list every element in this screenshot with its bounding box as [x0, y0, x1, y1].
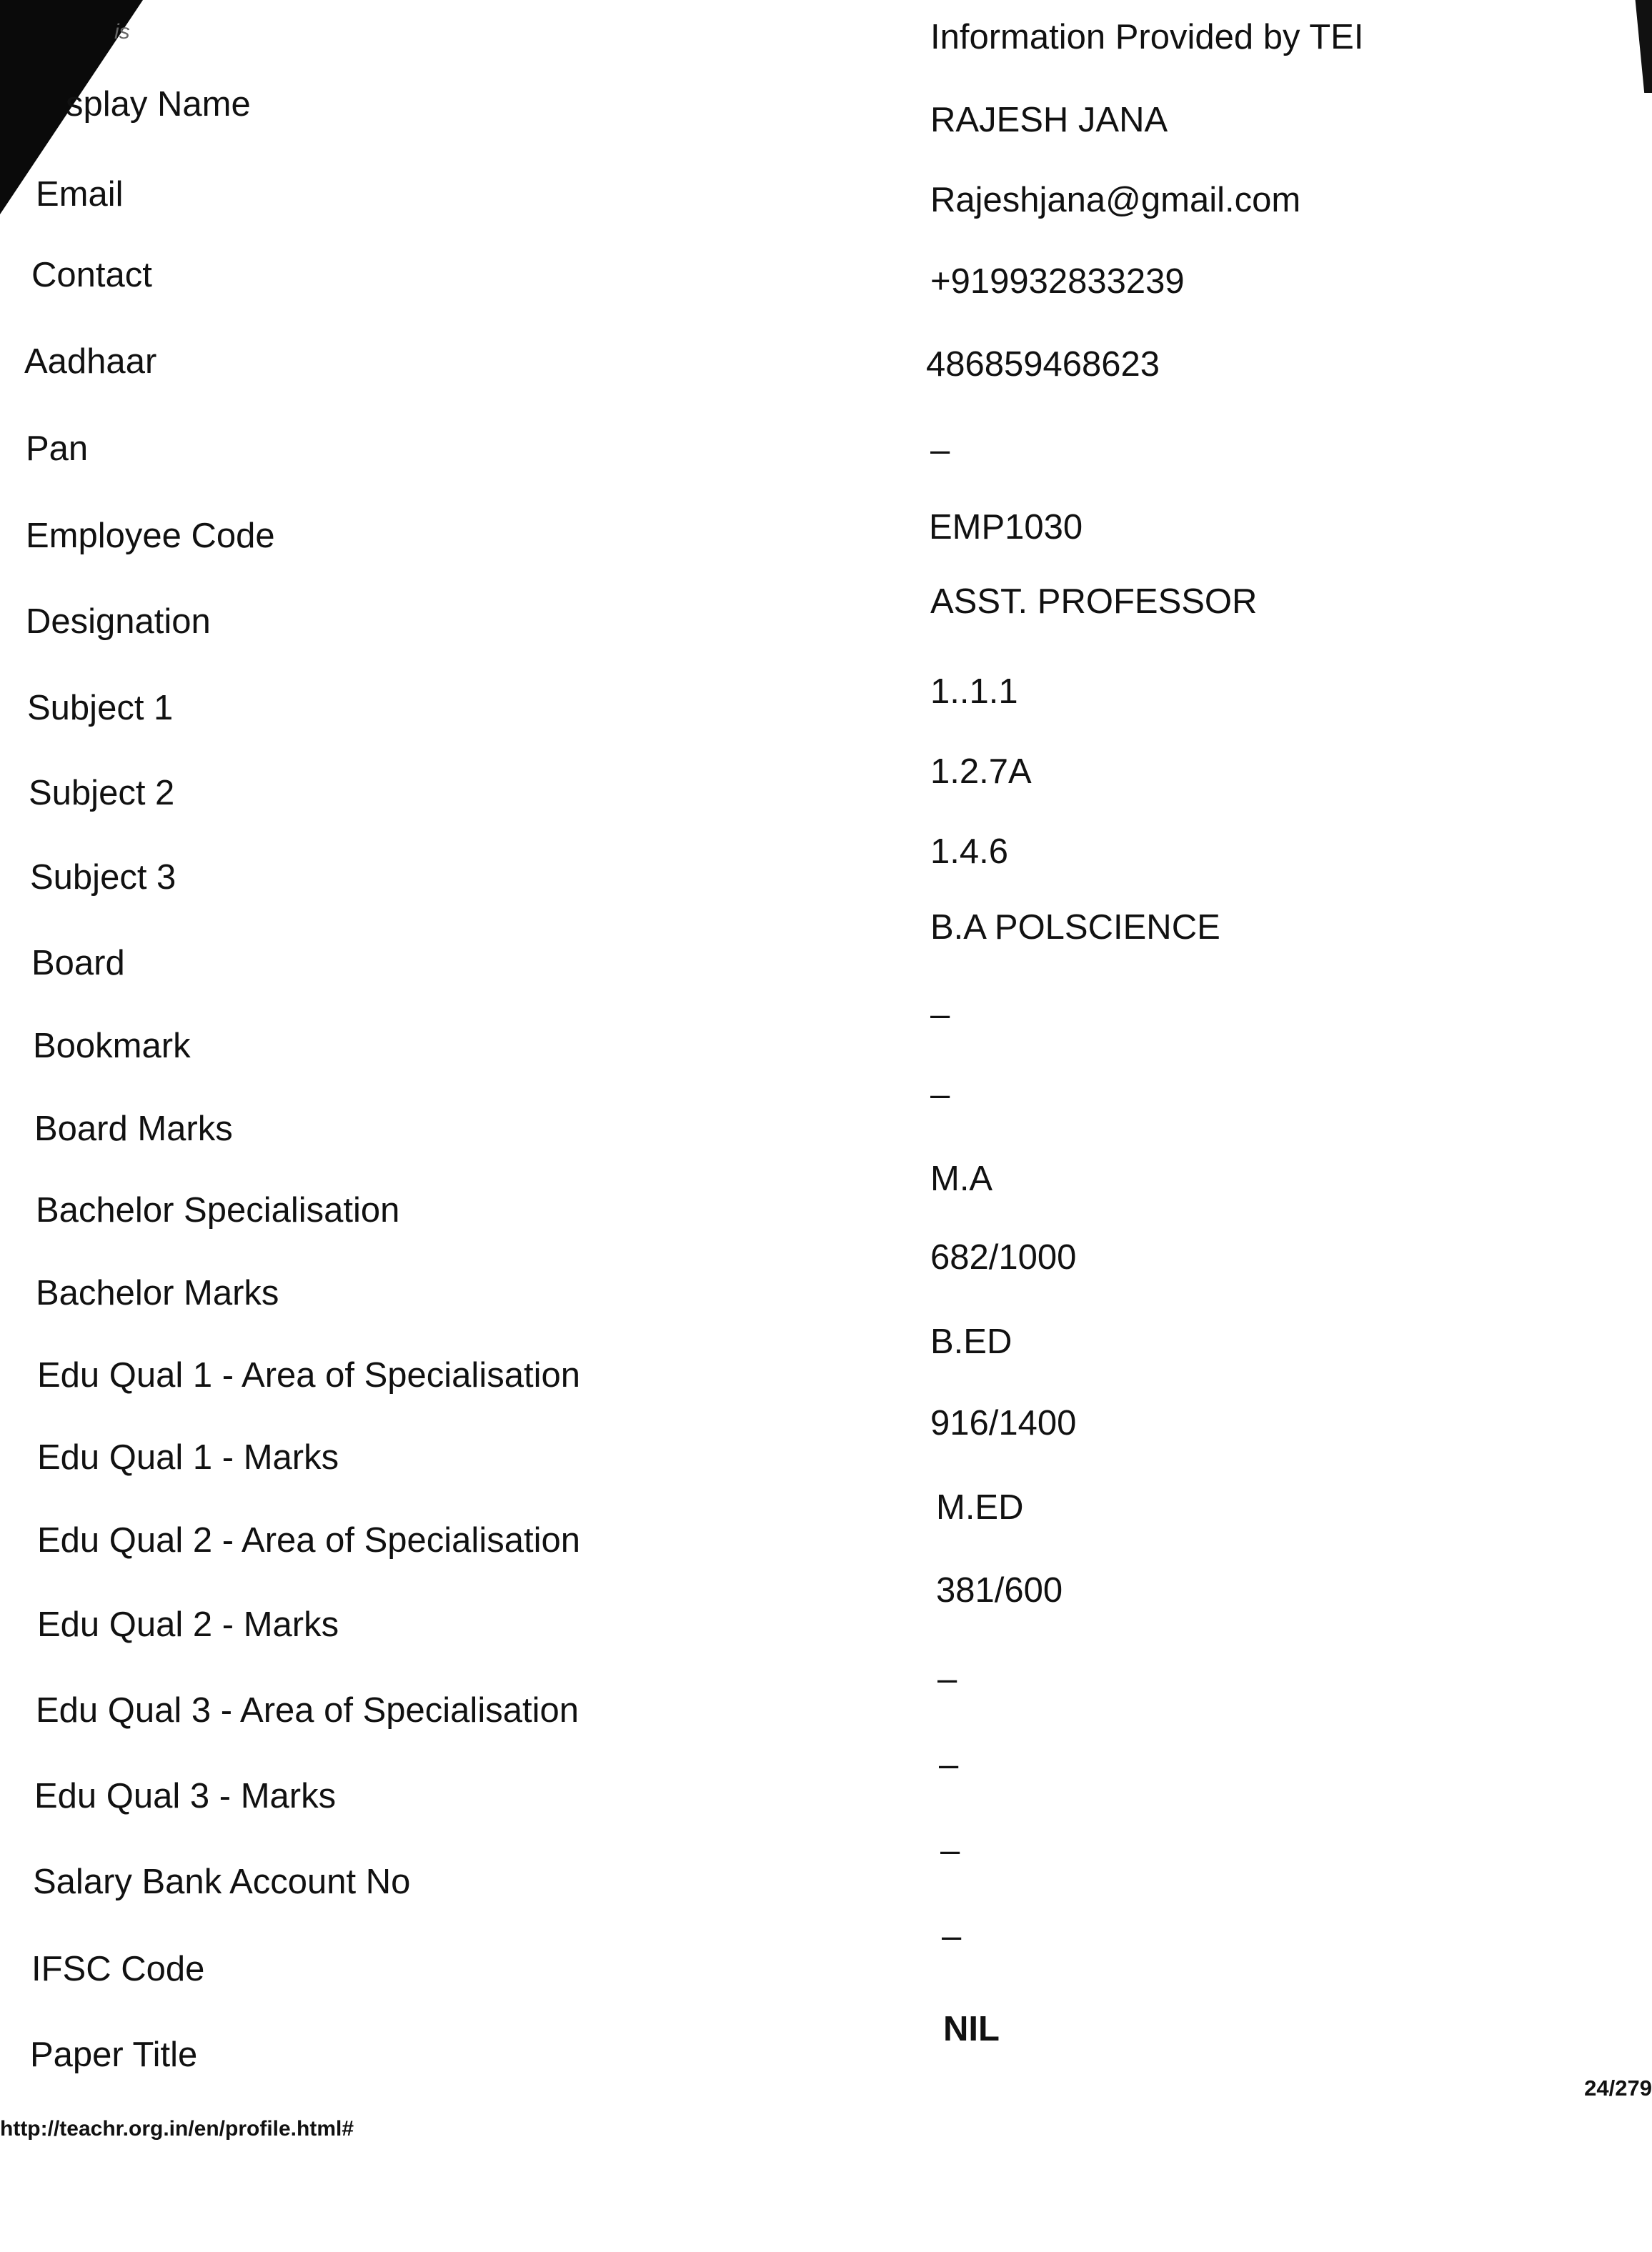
value-aadhaar: 486859468623	[926, 345, 1160, 384]
label-edu-qual-2-marks: Edu Qual 2 - Marks	[37, 1605, 339, 1644]
label-subject-1: Subject 1	[27, 689, 174, 727]
value-edu-qual-2-area: M.ED	[936, 1488, 1024, 1527]
label-designation: Designation	[26, 602, 211, 641]
value-contact: +919932833239	[930, 262, 1185, 301]
value-paper-title: NIL	[943, 2010, 1000, 2048]
label-ifsc-code: IFSC Code	[31, 1950, 205, 1988]
label-paper-title: Paper Title	[30, 2036, 198, 2074]
label-employee-code: Employee Code	[26, 517, 275, 555]
value-edu-qual-1-area: B.ED	[930, 1322, 1012, 1361]
value-employee-code: EMP1030	[929, 508, 1083, 547]
label-bachelor-specialisation: Bachelor Specialisation	[36, 1191, 400, 1230]
value-board: B.A POLSCIENCE	[930, 908, 1220, 947]
value-display-name: RAJESH JANA	[930, 101, 1168, 139]
value-salary-bank-account: –	[940, 1831, 960, 1870]
footer-url[interactable]: http://teachr.org.in/en/profile.html#	[0, 2117, 354, 2141]
label-subject-3: Subject 3	[30, 858, 176, 897]
label-board: Board	[31, 944, 125, 982]
value-bachelor-specialisation: M.A	[930, 1160, 993, 1198]
value-email: Rajeshjana@gmail.com	[930, 181, 1301, 219]
header-left-fragment: is	[114, 20, 130, 44]
value-edu-qual-3-marks: –	[939, 1745, 959, 1784]
label-edu-qual-1-area: Edu Qual 1 - Area of Specialisation	[37, 1356, 580, 1395]
label-salary-bank-account: Salary Bank Account No	[33, 1863, 411, 1901]
label-aadhaar: Aadhaar	[24, 342, 157, 381]
label-bookmark: Bookmark	[33, 1027, 191, 1065]
info-provider-title: Information Provided by TEI	[930, 18, 1364, 56]
label-email: Email	[36, 175, 124, 214]
page-number: 24/279	[1584, 2076, 1652, 2101]
value-board-marks: –	[930, 1075, 950, 1114]
value-edu-qual-2-marks: 381/600	[936, 1571, 1063, 1610]
label-edu-qual-3-area: Edu Qual 3 - Area of Specialisation	[36, 1691, 579, 1730]
label-board-marks: Board Marks	[34, 1110, 233, 1148]
label-contact: Contact	[31, 256, 152, 294]
label-edu-qual-2-area: Edu Qual 2 - Area of Specialisation	[37, 1521, 580, 1560]
value-edu-qual-3-area: –	[937, 1660, 957, 1698]
value-subject-2: 1.2.7A	[930, 752, 1032, 791]
label-edu-qual-1-marks: Edu Qual 1 - Marks	[37, 1438, 339, 1477]
value-designation: ASST. PROFESSOR	[930, 582, 1258, 621]
label-display-name: splay Name	[66, 85, 251, 124]
value-pan: –	[930, 431, 950, 469]
value-subject-3: 1.4.6	[930, 832, 1008, 871]
value-bachelor-marks: 682/1000	[930, 1238, 1077, 1277]
value-subject-1: 1..1.1	[930, 672, 1018, 711]
page-edge-shadow	[1626, 0, 1652, 93]
value-ifsc-code: –	[942, 1917, 962, 1955]
label-pan: Pan	[26, 429, 89, 468]
value-edu-qual-1-marks: 916/1400	[930, 1404, 1077, 1443]
label-bachelor-marks: Bachelor Marks	[36, 1274, 279, 1312]
label-subject-2: Subject 2	[29, 774, 175, 812]
label-edu-qual-3-marks: Edu Qual 3 - Marks	[34, 1777, 337, 1815]
value-bookmark: –	[930, 995, 950, 1034]
